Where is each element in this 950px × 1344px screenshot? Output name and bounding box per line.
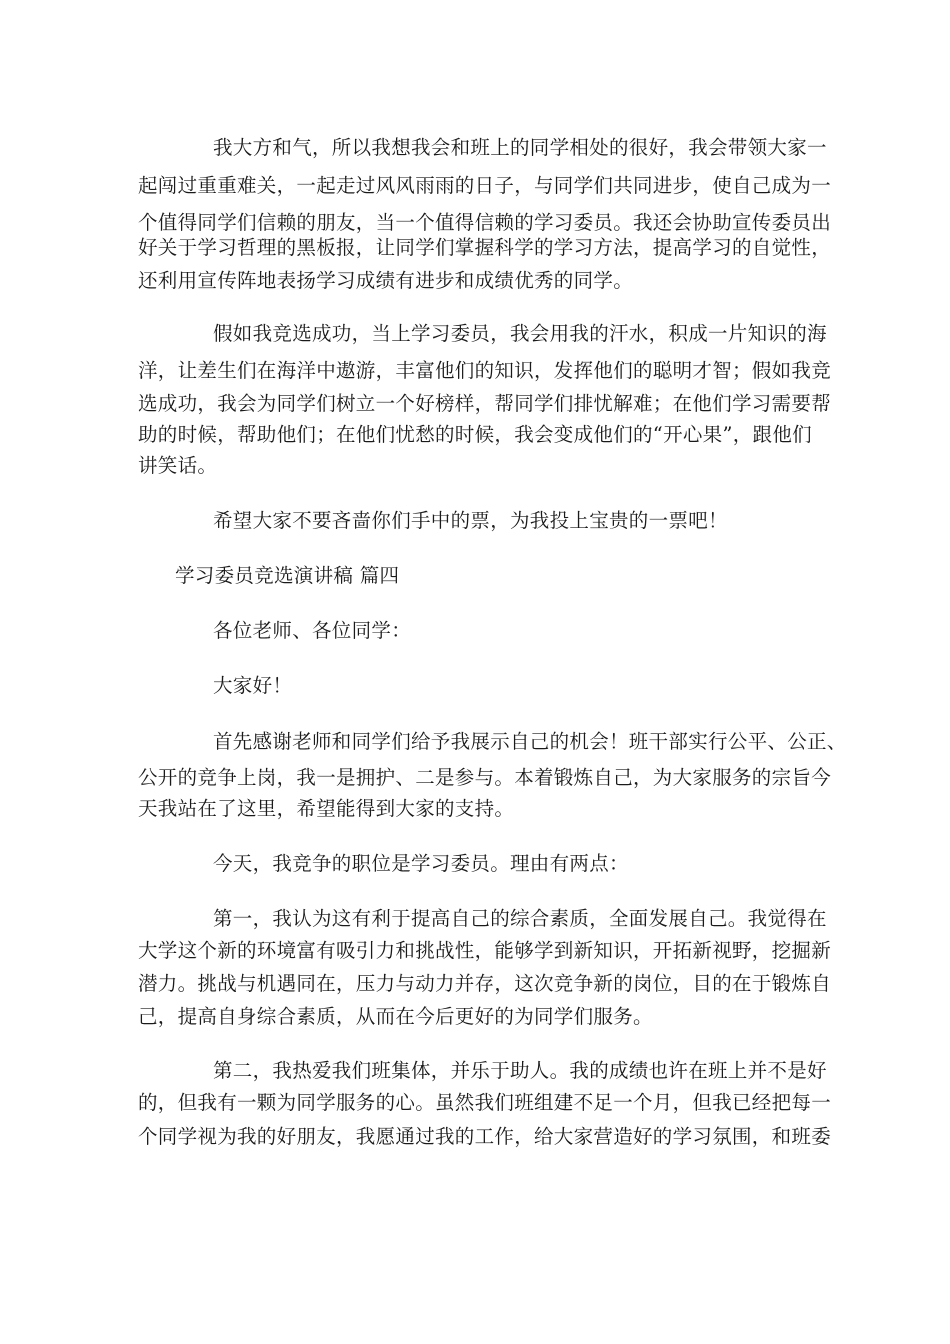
paragraph-line: 起闯过重重难关，一起走过风风雨雨的日子，与同学们共同进步，使自己成为一 [138,174,832,197]
paragraph-line: 第一，我认为这有利于提高自己的综合素质，全面发展自己。我觉得在 [213,907,827,930]
paragraph-line: 个值得同学们信赖的朋友，当一个值得信赖的学习委员。我还会协助宣传委员出 [138,211,832,234]
paragraph-line: 公开的竞争上岗，我一是拥护、二是参与。本着锻炼自己，为大家服务的宗旨今 [138,766,832,789]
paragraph-line: 我大方和气，所以我想我会和班上的同学相处的很好，我会带领大家一 [213,136,827,159]
paragraph-line: 选成功，我会为同学们树立一个好榜样，帮同学们排忧解难；在他们学习需要帮 [138,392,832,415]
paragraph-line: 还利用宣传阵地表扬学习成绩有进步和成绩优秀的同学。 [138,269,634,292]
paragraph-line: 洋，让差生们在海洋中遨游，丰富他们的知识，发挥他们的聪明才智；假如我竞 [138,359,832,382]
paragraph-line: 潜力。挑战与机遇同在，压力与动力并存，这次竞争新的岗位，目的在于锻炼自 [138,972,832,995]
paragraph-line: 首先感谢老师和同学们给予我展示自己的机会！班干部实行公平、公正、 [213,730,847,753]
paragraph-line: 助的时候，帮助他们；在他们忧愁的时候，我会变成他们的“开心果”，跟他们 [138,423,812,446]
paragraph-line: 讲笑话。 [138,454,218,477]
paragraph-line: 假如我竞选成功，当上学习委员，我会用我的汗水，积成一片知识的海 [213,322,827,345]
paragraph-line: 己，提高自身综合素质，从而在今后更好的为同学们服务。 [138,1005,653,1028]
paragraph-line: 今天，我竞争的职位是学习委员。理由有两点： [213,852,629,875]
greeting: 大家好！ [213,674,293,697]
paragraph-line: 的，但我有一颗为同学服务的心。虽然我们班组建不足一个月，但我已经把每一 [138,1091,832,1114]
paragraph-line: 天我站在了这里，希望能得到大家的支持。 [138,797,515,820]
paragraph-line: 个同学视为我的好朋友，我愿通过我的工作，给大家营造好的学习氛围，和班委 [138,1125,832,1148]
section-heading: 学习委员竞选演讲稿 篇四 [175,564,400,587]
paragraph-line: 希望大家不要吝啬你们手中的票，为我投上宝贵的一票吧！ [213,509,728,532]
paragraph-line: 第二，我热爱我们班集体，并乐于助人。我的成绩也许在班上并不是好 [213,1059,827,1082]
salutation: 各位老师、各位同学： [213,619,412,642]
paragraph-line: 大学这个新的环境富有吸引力和挑战性，能够学到新知识，开拓新视野，挖掘新 [138,939,832,962]
paragraph-line: 好关于学习哲理的黑板报，让同学们掌握科学的学习方法，提高学习的自觉性， [138,236,832,259]
